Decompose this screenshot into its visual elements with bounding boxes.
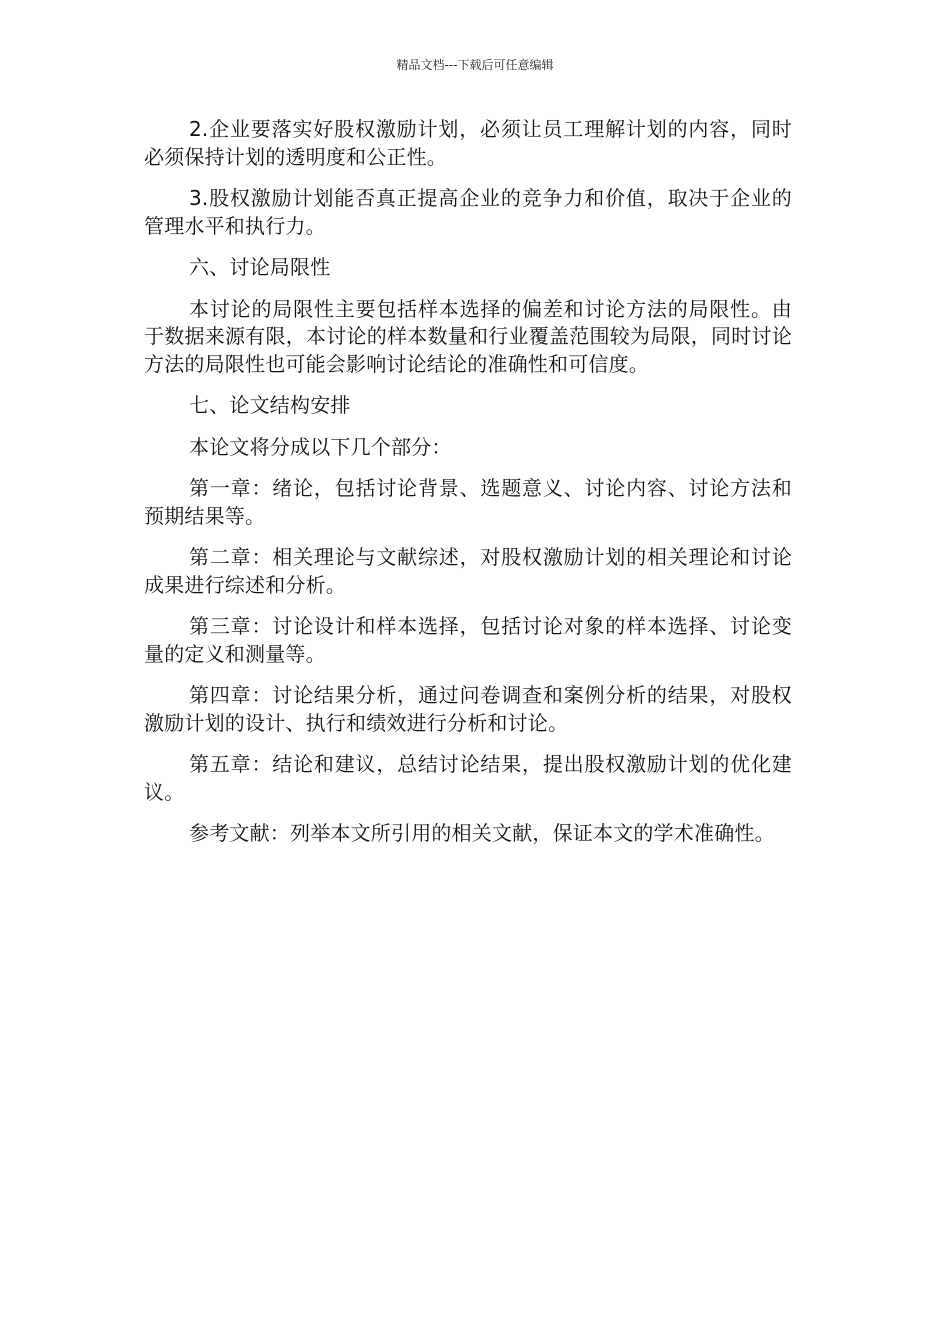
paragraph-chapter-1: 第一章：绪论，包括讨论背景、选题意义、讨论内容、讨论方法和预期结果等。: [144, 476, 792, 528]
paragraph-point-2: 2.企业要落实好股权激励计划，必须让员工理解计划的内容，同时必须保持计划的透明度和公正性。: [144, 117, 792, 169]
section-heading-structure: 七、论文结构安排: [189, 393, 351, 417]
paragraph-references: 参考文献：列举本文所引用的相关文献，保证本文的学术准确性。: [189, 821, 775, 845]
paragraph-chapter-4: 第四章：讨论结果分析，通过问卷调查和案例分析的结果，对股权激励计划的设计、执行和绩效进行分析和讨论。: [144, 683, 792, 735]
paragraph-chapter-5: 第五章：结论和建议，总结讨论结果，提出股权激励计划的优化建议。: [144, 752, 792, 804]
paragraph-structure-intro: 本论文将分成以下几个部分：: [189, 434, 452, 459]
paragraph-chapter-3: 第三章：讨论设计和样本选择，包括讨论对象的样本选择、讨论变量的定义和测量等。: [144, 614, 792, 666]
document-body: [144, 116, 792, 862]
paragraph-point-3: 3.股权激励计划能否真正提高企业的竞争力和价值，取决于企业的管理水平和执行力。: [144, 186, 792, 238]
paragraph-limitations: 本讨论的局限性主要包括样本选择的偏差和讨论方法的局限性。由于数据来源有限，本讨论的样本数量和行业覆盖范围较为局限，同时讨论方法的局限性也可能会影响讨论结论的准确性和可信度。: [144, 296, 792, 376]
page-header: 精品文档---下载后可任意编辑: [396, 58, 554, 72]
paragraph-chapter-2: 第二章：相关理论与文献综述，对股权激励计划的相关理论和讨论成果进行综述和分析。: [144, 545, 792, 597]
section-heading-limitations: 六、讨论局限性: [189, 255, 331, 279]
